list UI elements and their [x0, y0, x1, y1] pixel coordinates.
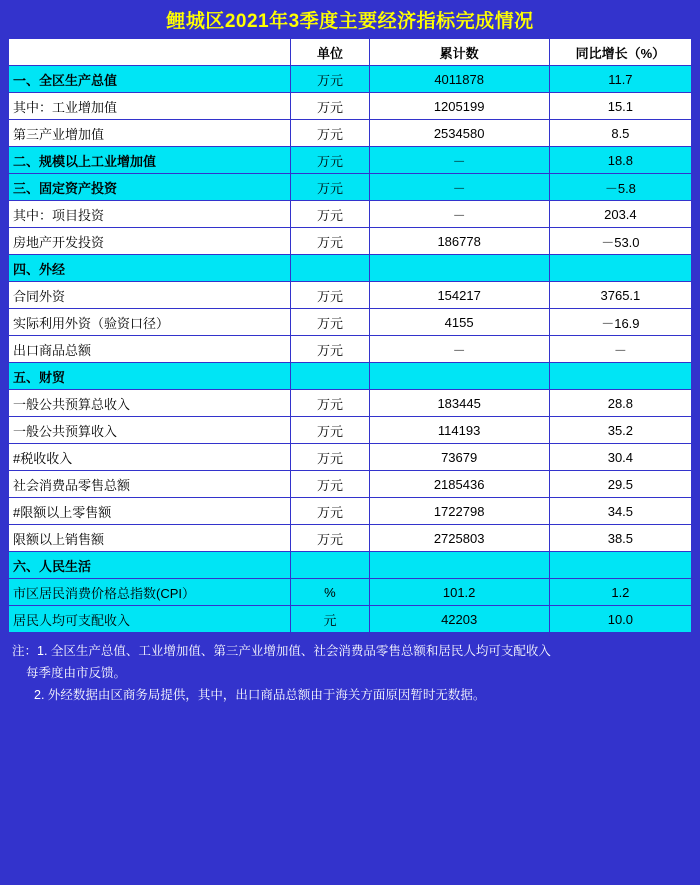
table-row	[9, 579, 692, 606]
row-growth: 29.5	[549, 471, 691, 498]
row-value: －	[369, 201, 549, 228]
row-label: 出口商品总额	[9, 336, 291, 363]
row-label: 其中：工业增加值	[9, 93, 291, 120]
row-value: 101.2	[369, 579, 549, 606]
row-unit: 万元	[291, 228, 369, 255]
row-growth: －	[549, 336, 691, 363]
row-value: 4155	[369, 309, 549, 336]
row-value: －	[369, 174, 549, 201]
table-row	[9, 471, 692, 498]
table-row	[9, 606, 692, 633]
row-value: 4011878	[369, 66, 549, 93]
row-growth: 34.5	[549, 498, 691, 525]
row-unit	[291, 255, 369, 282]
row-unit: 万元	[291, 417, 369, 444]
row-unit: 万元	[291, 471, 369, 498]
row-value: 114193	[369, 417, 549, 444]
table-row	[9, 417, 692, 444]
row-value: 183445	[369, 390, 549, 417]
table-row	[9, 390, 692, 417]
row-label: 其中：项目投资	[9, 201, 291, 228]
row-label: #限额以上零售额	[9, 498, 291, 525]
row-unit: %	[291, 579, 369, 606]
row-label: 五、财贸	[9, 363, 291, 390]
row-unit: 万元	[291, 309, 369, 336]
row-unit: 万元	[291, 93, 369, 120]
table-row	[9, 309, 692, 336]
row-unit: 万元	[291, 147, 369, 174]
row-unit	[291, 363, 369, 390]
row-label: 实际利用外资（验资口径）	[9, 309, 291, 336]
table-row	[9, 120, 692, 147]
table-row	[9, 93, 692, 120]
row-unit: 万元	[291, 282, 369, 309]
notes-block	[8, 639, 692, 707]
row-unit	[291, 552, 369, 579]
row-label: #税收收入	[9, 444, 291, 471]
row-growth: －16.9	[549, 309, 691, 336]
table-header-row	[9, 39, 692, 66]
row-value: 1722798	[369, 498, 549, 525]
table-row	[9, 147, 692, 174]
row-growth: 203.4	[549, 201, 691, 228]
row-label: 一、全区生产总值	[9, 66, 291, 93]
row-unit: 万元	[291, 120, 369, 147]
table-row	[9, 552, 692, 579]
row-value: －	[369, 336, 549, 363]
row-growth: 38.5	[549, 525, 691, 552]
row-growth: －5.8	[549, 174, 691, 201]
row-value: 2534580	[369, 120, 549, 147]
row-label: 四、外经	[9, 255, 291, 282]
row-unit: 万元	[291, 336, 369, 363]
table-row	[9, 228, 692, 255]
table-row	[9, 498, 692, 525]
row-growth: 1.2	[549, 579, 691, 606]
row-growth: 28.8	[549, 390, 691, 417]
row-label: 六、人民生活	[9, 552, 291, 579]
row-value: 73679	[369, 444, 549, 471]
note-line-3: 2. 外经数据由区商务局提供，其中，出口商品总额由于海关方面原因暂时无数据。	[34, 687, 486, 702]
table-row	[9, 282, 692, 309]
row-value: 2185436	[369, 471, 549, 498]
row-growth: －53.0	[549, 228, 691, 255]
row-growth: 8.5	[549, 120, 691, 147]
table-row	[9, 201, 692, 228]
row-unit: 万元	[291, 498, 369, 525]
row-growth: 35.2	[549, 417, 691, 444]
row-growth	[549, 255, 691, 282]
table-row	[9, 336, 692, 363]
row-label: 房地产开发投资	[9, 228, 291, 255]
row-value: －	[369, 147, 549, 174]
row-value: 42203	[369, 606, 549, 633]
row-label: 限额以上销售额	[9, 525, 291, 552]
row-growth: 30.4	[549, 444, 691, 471]
row-unit: 元	[291, 606, 369, 633]
column-header-unit: 单位	[291, 39, 369, 66]
table-row	[9, 255, 692, 282]
row-label: 合同外资	[9, 282, 291, 309]
row-label: 一般公共预算总收入	[9, 390, 291, 417]
row-value	[369, 255, 549, 282]
row-label: 居民人均可支配收入	[9, 606, 291, 633]
row-growth: 10.0	[549, 606, 691, 633]
table-row	[9, 66, 692, 93]
row-label: 二、规模以上工业增加值	[9, 147, 291, 174]
row-label: 市区居民消费价格总指数(CPI）	[9, 579, 291, 606]
row-growth: 15.1	[549, 93, 691, 120]
table-row	[9, 174, 692, 201]
column-header-label	[9, 39, 291, 66]
row-unit: 万元	[291, 174, 369, 201]
row-value: 2725803	[369, 525, 549, 552]
row-value: 154217	[369, 282, 549, 309]
table-row	[9, 363, 692, 390]
table-header	[9, 39, 692, 66]
table-body	[9, 66, 692, 633]
note-line-1: 注：1. 全区生产总值、工业增加值、第三产业增加值、社会消费品零售总额和居民人均可支配收入	[12, 644, 551, 658]
row-unit: 万元	[291, 525, 369, 552]
row-label: 一般公共预算收入	[9, 417, 291, 444]
row-unit: 万元	[291, 390, 369, 417]
economic-indicators-table	[8, 38, 692, 633]
row-growth	[549, 363, 691, 390]
table-row	[9, 525, 692, 552]
row-value	[369, 552, 549, 579]
row-growth: 3765.1	[549, 282, 691, 309]
row-unit: 万元	[291, 201, 369, 228]
row-value: 1205199	[369, 93, 549, 120]
row-growth	[549, 552, 691, 579]
row-label: 社会消费品零售总额	[9, 471, 291, 498]
page-title: 鲤城区2021年3季度主要经济指标完成情况	[166, 10, 534, 32]
row-unit: 万元	[291, 66, 369, 93]
column-header-growth: 同比增长（%）	[549, 39, 691, 66]
note-line-2: 每季度由市反馈。	[26, 665, 127, 680]
row-growth: 18.8	[549, 147, 691, 174]
row-value: 186778	[369, 228, 549, 255]
row-label: 第三产业增加值	[9, 120, 291, 147]
column-header-value: 累计数	[369, 39, 549, 66]
table-row	[9, 444, 692, 471]
row-growth: 11.7	[549, 66, 691, 93]
row-value	[369, 363, 549, 390]
row-label: 三、固定资产投资	[9, 174, 291, 201]
row-unit: 万元	[291, 444, 369, 471]
